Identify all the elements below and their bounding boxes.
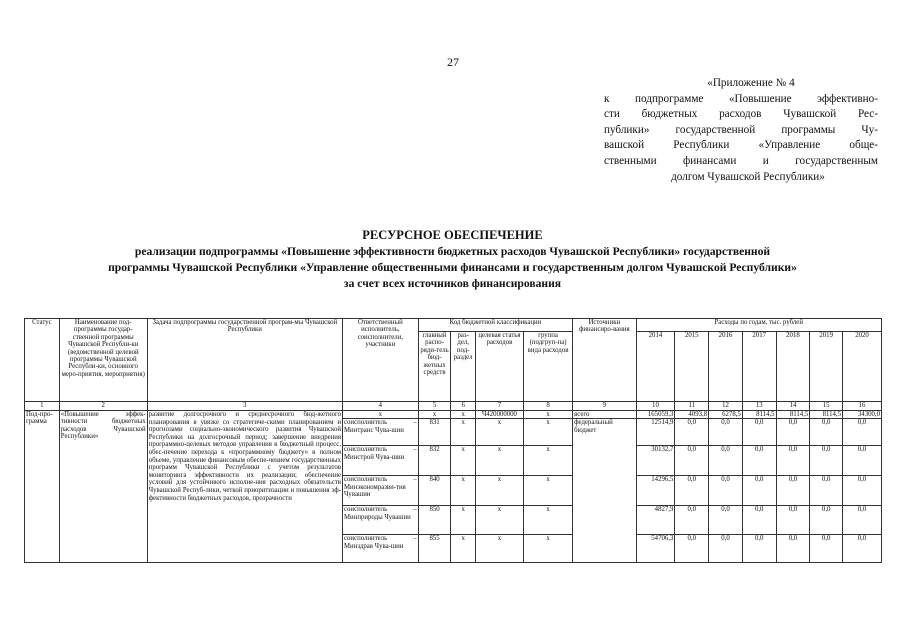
column-number: 2 (59, 402, 147, 411)
column-number: 16 (843, 402, 882, 411)
value-cell: 8114,5 (776, 411, 810, 419)
document-subtitle: программы Чувашской Республики «Управление общественными финансами и государственным долгом Чувашской Республики» (108, 261, 797, 274)
column-number: 3 (147, 402, 342, 411)
value-cell: 0,0 (843, 535, 882, 563)
header-year: 2019 (810, 331, 843, 401)
source-cell: всего (573, 411, 636, 419)
value-cell: 0,0 (810, 506, 843, 535)
page-number: 27 (447, 55, 459, 69)
appendix-line: долгом Чувашской Республики» (671, 170, 825, 183)
value-cell: 0,0 (810, 535, 843, 563)
status-cell: Под-про-грамма (25, 411, 60, 563)
column-number: 15 (810, 402, 843, 411)
header-section: раз-дел, под-раздел (451, 331, 476, 401)
header-year: 2015 (675, 331, 709, 401)
responsible-cell: соисполнитель – Минэкономразви-тия Чувашии (343, 476, 419, 506)
appendix-line: «Приложение № 4 (707, 77, 795, 89)
table-row (25, 411, 882, 419)
column-number: 13 (742, 402, 776, 411)
value-cell: 0,0 (742, 419, 776, 446)
column-number-row (25, 402, 882, 411)
manager-cell: х (418, 411, 451, 419)
document-title: РЕСУРСНОЕ ОБЕСПЕЧЕНИЕ (362, 228, 543, 242)
header-source: Источники финансиро-вания (573, 319, 636, 402)
document-subtitle: за счет всех источников финансирования (343, 277, 562, 290)
column-number: 12 (709, 402, 743, 411)
appendix-line: публики» государственной программы Чу- (604, 123, 878, 136)
value-cell: 0,0 (742, 535, 776, 563)
responsible-cell: соисполнитель – Минтранс Чува-шии (343, 419, 419, 446)
article-cell: х (475, 419, 523, 446)
value-cell: 0,0 (776, 419, 810, 446)
value-cell: 0,0 (810, 419, 843, 446)
value-cell: 0,0 (742, 476, 776, 506)
value-cell: 4093,8 (675, 411, 709, 419)
value-cell: 0,0 (810, 476, 843, 506)
article-cell: х (475, 535, 523, 563)
manager-cell: 850 (418, 506, 451, 535)
column-number: 5 (418, 402, 451, 411)
group-cell: х (524, 419, 573, 446)
value-cell: 0,0 (776, 506, 810, 535)
value-cell: 8114,5 (742, 411, 776, 419)
column-number: 9 (573, 402, 636, 411)
section-cell: х (451, 506, 476, 535)
manager-cell: 831 (418, 419, 451, 446)
column-number: 1 (25, 402, 60, 411)
section-cell: х (451, 476, 476, 506)
value-cell: 0,0 (709, 535, 743, 563)
header-task: Задача подпрограммы государственной програм-мы Чувашской Республики (147, 319, 342, 402)
header-year: 2017 (742, 331, 776, 401)
section-cell: х (451, 419, 476, 446)
header-responsible: Ответственный исполнитель, соисполнители, участники (343, 319, 419, 402)
appendix-line: сти бюджетных расходов Чувашской Рес- (604, 108, 878, 121)
manager-cell: 855 (418, 535, 451, 563)
column-number: 8 (524, 402, 573, 411)
column-number: 7 (475, 402, 523, 411)
value-cell: 0,0 (709, 419, 743, 446)
value-cell: 0,0 (742, 446, 776, 476)
header-name: Наименование под-программы государ-ственной программы Чувашской Республи-ки (ведомственной целевой программы Чувашской Республи-ки, основного меро-приятия, мероприятия) (59, 319, 147, 402)
value-cell: 6278,5 (709, 411, 743, 419)
section-cell: х (451, 411, 476, 419)
value-cell: 165059,3 (636, 411, 675, 419)
header-budget-code: Код бюджетной классификации (418, 319, 572, 332)
group-cell: х (524, 411, 573, 419)
subprogram-name-cell: «Повышение эффек-тивности бюджетных расходов Чувашской Республики» (59, 411, 147, 563)
column-number: 6 (451, 402, 476, 411)
value-cell: 0,0 (776, 476, 810, 506)
value-cell: 0,0 (675, 476, 709, 506)
header-year: 2016 (709, 331, 743, 401)
value-cell: 0,0 (776, 535, 810, 563)
header-year: 2020 (843, 331, 882, 401)
manager-cell: 832 (418, 446, 451, 476)
group-cell: х (524, 535, 573, 563)
responsible-cell: соисполнитель – Минприроды Чувашии (343, 506, 419, 535)
source-cell: федеральный бюджет (573, 419, 636, 563)
appendix-note (604, 76, 878, 185)
manager-cell: 840 (418, 476, 451, 506)
value-cell: 8114,5 (810, 411, 843, 419)
value-cell: 0,0 (810, 446, 843, 476)
value-cell: 12514,9 (636, 419, 675, 446)
value-cell: 0,0 (675, 419, 709, 446)
responsible-cell: соисполнитель – Минстрой Чува-шии (343, 446, 419, 476)
header-main-manager: главный распо-ряди-тель бюд-жетных средств (418, 331, 451, 401)
value-cell: 0,0 (843, 506, 882, 535)
value-cell: 54706,3 (636, 535, 675, 563)
responsible-cell: соисполнитель – Минздрав Чува-шии (343, 535, 419, 563)
column-number: 11 (675, 402, 709, 411)
header-group: группа (подгруп-па) вида расходов (524, 331, 573, 401)
appendix-line: ственными финансами и государственным (604, 154, 878, 167)
header-year: 2014 (636, 331, 675, 401)
article-cell: Ч420000000 (475, 411, 523, 419)
value-cell: 34300,0 (843, 411, 882, 419)
value-cell: 0,0 (742, 506, 776, 535)
header-target-article: целевая статья расходов (475, 331, 523, 401)
article-cell: х (475, 506, 523, 535)
value-cell: 0,0 (843, 476, 882, 506)
section-cell: х (451, 446, 476, 476)
value-cell: 0,0 (675, 506, 709, 535)
section-cell: х (451, 535, 476, 563)
value-cell: 30132,7 (636, 446, 675, 476)
value-cell: 0,0 (843, 446, 882, 476)
value-cell: 0,0 (675, 446, 709, 476)
column-number: 4 (343, 402, 419, 411)
task-cell: развитие долгосрочного и среднесрочного бюд-жетного планирования в увязке со стратегиче-скими планированием и прогнозами социально-экономического развития Чувашской Республики на долгосрочный период; завершение внедрения программно-целевых методов управления в бюджетный процесс, обес-печение перехода к «программному бюджету» в полном объеме, управление финансовым обеспе-чением государственных программ Чувашской Республики с учетом результатов мониторинга эффективности их реализации; обеспечение условий для устойчивого исполне-ния расходных обязательств Чувашской Респуб-лики, четкой приоритизации и повышения эф-фективности бюджетных расходов, прозрачности (147, 411, 342, 563)
header-status: Статус (25, 319, 60, 402)
value-cell: 14296,5 (636, 476, 675, 506)
column-number: 14 (776, 402, 810, 411)
responsible-cell: х (343, 411, 419, 419)
value-cell: 0,0 (709, 476, 743, 506)
header-expenses: Расходы по годам, тыс. рублей (636, 319, 881, 332)
value-cell: 0,0 (843, 419, 882, 446)
column-number: 10 (636, 402, 675, 411)
group-cell: х (524, 506, 573, 535)
value-cell: 0,0 (776, 446, 810, 476)
article-cell: х (475, 476, 523, 506)
appendix-line: к подпрограмме «Повышение эффективно- (604, 92, 878, 105)
appendix-line: вашской Республики «Управление обще- (604, 139, 878, 152)
value-cell: 4827,9 (636, 506, 675, 535)
resource-table (24, 318, 882, 563)
value-cell: 0,0 (709, 506, 743, 535)
group-cell: х (524, 476, 573, 506)
header-year: 2018 (776, 331, 810, 401)
group-cell: х (524, 446, 573, 476)
article-cell: х (475, 446, 523, 476)
value-cell: 0,0 (709, 446, 743, 476)
value-cell: 0,0 (675, 535, 709, 563)
document-subtitle: реализации подпрограммы «Повышение эффективности бюджетных расходов Чувашской Республики» государственной (134, 245, 771, 258)
